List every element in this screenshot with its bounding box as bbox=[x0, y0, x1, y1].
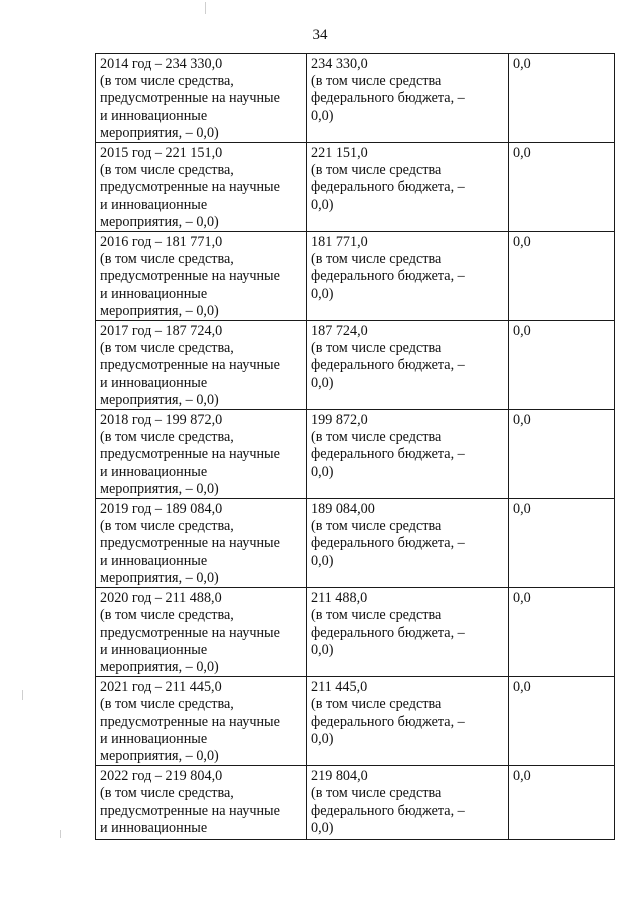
federal-total-cell bbox=[307, 766, 509, 840]
year-note-line: (в том числе средства, bbox=[100, 785, 234, 802]
federal-note-line: 0,0) bbox=[311, 107, 334, 124]
federal-note-line: федерального бюджета, – bbox=[311, 268, 465, 285]
year-note-line: мероприятия, – 0,0) bbox=[100, 213, 219, 230]
year-note-line: (в том числе средства, bbox=[100, 696, 234, 713]
year-note-line: (в том числе средства, bbox=[100, 340, 234, 357]
budget-table bbox=[95, 53, 615, 840]
year-note-line: мероприятия, – 0,0) bbox=[100, 302, 219, 319]
year-total-text: 2022 год – 219 804,0 bbox=[100, 768, 223, 785]
federal-note-line: (в том числе средства bbox=[311, 607, 442, 624]
federal-note-line: 0,0) bbox=[311, 285, 334, 302]
table-row bbox=[96, 410, 615, 499]
federal-note-line: (в том числе средства bbox=[311, 73, 442, 90]
year-note-line: и инновационные bbox=[100, 196, 208, 213]
year-note-line: (в том числе средства, bbox=[100, 429, 234, 446]
other-sources-text: 0,0 bbox=[513, 590, 531, 607]
federal-total-cell bbox=[307, 499, 509, 588]
year-total-text: 2018 год – 199 872,0 bbox=[100, 412, 223, 429]
federal-total-cell bbox=[307, 410, 509, 499]
scan-mark bbox=[22, 690, 23, 700]
federal-note-line: федерального бюджета, – bbox=[311, 357, 465, 374]
year-note-line: мероприятия, – 0,0) bbox=[100, 658, 219, 675]
federal-note-line: (в том числе средства bbox=[311, 340, 442, 357]
other-sources-text: 0,0 bbox=[513, 768, 531, 785]
federal-note-line: (в том числе средства bbox=[311, 696, 442, 713]
federal-note-line: 0,0) bbox=[311, 819, 334, 836]
federal-note-line: федерального бюджета, – bbox=[311, 446, 465, 463]
federal-total-cell bbox=[307, 677, 509, 766]
year-note-line: и инновационные bbox=[100, 730, 208, 747]
year-total-text: 2017 год – 187 724,0 bbox=[100, 323, 223, 340]
federal-total-text: 234 330,0 bbox=[311, 56, 368, 72]
federal-total-text: 219 804,0 bbox=[311, 768, 368, 785]
year-note-line: и инновационные bbox=[100, 819, 208, 836]
table-row bbox=[96, 766, 615, 840]
federal-note-line: (в том числе средства bbox=[311, 518, 442, 535]
year-total-text: 2019 год – 189 084,0 bbox=[100, 501, 223, 518]
federal-note-line: федерального бюджета, – bbox=[311, 179, 465, 196]
year-note-line: (в том числе средства, bbox=[100, 251, 234, 268]
federal-total-cell bbox=[307, 232, 509, 321]
federal-total-cell bbox=[307, 54, 509, 143]
year-note-line: и инновационные bbox=[100, 641, 208, 658]
federal-note-line: 0,0) bbox=[311, 196, 334, 213]
other-sources-text: 0,0 bbox=[513, 679, 531, 696]
year-total-cell bbox=[96, 54, 307, 143]
federal-total-cell bbox=[307, 143, 509, 232]
federal-note-line: 0,0) bbox=[311, 641, 334, 658]
year-total-text: 2020 год – 211 488,0 bbox=[100, 590, 222, 607]
federal-total-text: 211 445,0 bbox=[311, 679, 368, 696]
year-note-line: предусмотренные на научные bbox=[100, 268, 280, 285]
table-row bbox=[96, 677, 615, 766]
federal-total-text: 221 151,0 bbox=[311, 145, 368, 162]
federal-note-line: (в том числе средства bbox=[311, 429, 442, 446]
federal-note-line: 0,0) bbox=[311, 463, 334, 480]
year-total-text: 2015 год – 221 151,0 bbox=[100, 145, 223, 162]
budget-table-body bbox=[96, 54, 615, 840]
table-row bbox=[96, 321, 615, 410]
year-total-cell bbox=[96, 677, 307, 766]
year-total-cell bbox=[96, 588, 307, 677]
federal-note-line: федерального бюджета, – bbox=[311, 535, 465, 552]
year-note-line: предусмотренные на научные bbox=[100, 802, 280, 819]
federal-note-line: (в том числе средства bbox=[311, 785, 442, 802]
year-note-line: (в том числе средства, bbox=[100, 162, 234, 179]
other-sources-text: 0,0 bbox=[513, 234, 531, 251]
year-note-line: мероприятия, – 0,0) bbox=[100, 569, 219, 586]
year-total-cell bbox=[96, 143, 307, 232]
year-total-text: 2021 год – 211 445,0 bbox=[100, 679, 222, 696]
table-row bbox=[96, 143, 615, 232]
other-sources-text: 0,0 bbox=[513, 412, 531, 429]
year-total-text: 2014 год – 234 330,0 bbox=[100, 56, 223, 72]
year-note-line: мероприятия, – 0,0) bbox=[100, 480, 219, 497]
federal-note-line: федерального бюджета, – bbox=[311, 90, 465, 107]
year-note-line: и инновационные bbox=[100, 107, 208, 124]
federal-note-line: 0,0) bbox=[311, 374, 334, 391]
federal-note-line: (в том числе средства bbox=[311, 162, 442, 179]
other-sources-cell bbox=[509, 588, 615, 677]
other-sources-text: 0,0 bbox=[513, 323, 531, 340]
other-sources-cell bbox=[509, 321, 615, 410]
other-sources-cell bbox=[509, 499, 615, 588]
year-total-cell bbox=[96, 232, 307, 321]
other-sources-text: 0,0 bbox=[513, 145, 531, 162]
federal-note-line: 0,0) bbox=[311, 552, 334, 569]
year-note-line: мероприятия, – 0,0) bbox=[100, 124, 219, 141]
year-note-line: (в том числе средства, bbox=[100, 607, 234, 624]
year-note-line: и инновационные bbox=[100, 463, 208, 480]
scan-mark bbox=[60, 830, 61, 838]
table-row bbox=[96, 54, 615, 143]
year-note-line: и инновационные bbox=[100, 285, 208, 302]
other-sources-text: 0,0 bbox=[513, 56, 531, 72]
federal-total-text: 187 724,0 bbox=[311, 323, 368, 340]
federal-total-cell bbox=[307, 588, 509, 677]
year-note-line: предусмотренные на научные bbox=[100, 535, 280, 552]
federal-note-line: федерального бюджета, – bbox=[311, 802, 465, 819]
year-total-cell bbox=[96, 766, 307, 840]
other-sources-cell bbox=[509, 54, 615, 143]
year-total-cell bbox=[96, 321, 307, 410]
year-note-line: мероприятия, – 0,0) bbox=[100, 391, 219, 408]
year-note-line: предусмотренные на научные bbox=[100, 446, 280, 463]
federal-total-text: 181 771,0 bbox=[311, 234, 368, 251]
year-total-cell bbox=[96, 410, 307, 499]
federal-note-line: (в том числе средства bbox=[311, 251, 442, 268]
federal-note-line: 0,0) bbox=[311, 730, 334, 747]
other-sources-cell bbox=[509, 143, 615, 232]
year-total-text: 2016 год – 181 771,0 bbox=[100, 234, 223, 251]
year-note-line: предусмотренные на научные bbox=[100, 624, 280, 641]
other-sources-cell bbox=[509, 232, 615, 321]
table-row bbox=[96, 232, 615, 321]
scan-mark bbox=[205, 2, 206, 14]
year-note-line: предусмотренные на научные bbox=[100, 90, 280, 107]
year-note-line: мероприятия, – 0,0) bbox=[100, 747, 219, 764]
other-sources-text: 0,0 bbox=[513, 501, 531, 518]
other-sources-cell bbox=[509, 410, 615, 499]
federal-total-text: 199 872,0 bbox=[311, 412, 368, 429]
year-note-line: и инновационные bbox=[100, 374, 208, 391]
federal-total-cell bbox=[307, 321, 509, 410]
year-note-line: (в том числе средства, bbox=[100, 518, 234, 535]
year-note-line: (в том числе средства, bbox=[100, 73, 234, 90]
year-note-line: предусмотренные на научные bbox=[100, 179, 280, 196]
table-row bbox=[96, 588, 615, 677]
federal-total-text: 189 084,00 bbox=[311, 501, 375, 518]
table-row bbox=[96, 499, 615, 588]
other-sources-cell bbox=[509, 766, 615, 840]
year-note-line: и инновационные bbox=[100, 552, 208, 569]
year-total-cell bbox=[96, 499, 307, 588]
other-sources-cell bbox=[509, 677, 615, 766]
year-note-line: предусмотренные на научные bbox=[100, 713, 280, 730]
page-number: 34 bbox=[312, 27, 328, 43]
federal-note-line: федерального бюджета, – bbox=[311, 624, 465, 641]
federal-total-text: 211 488,0 bbox=[311, 590, 368, 607]
federal-note-line: федерального бюджета, – bbox=[311, 713, 465, 730]
year-note-line: предусмотренные на научные bbox=[100, 357, 280, 374]
